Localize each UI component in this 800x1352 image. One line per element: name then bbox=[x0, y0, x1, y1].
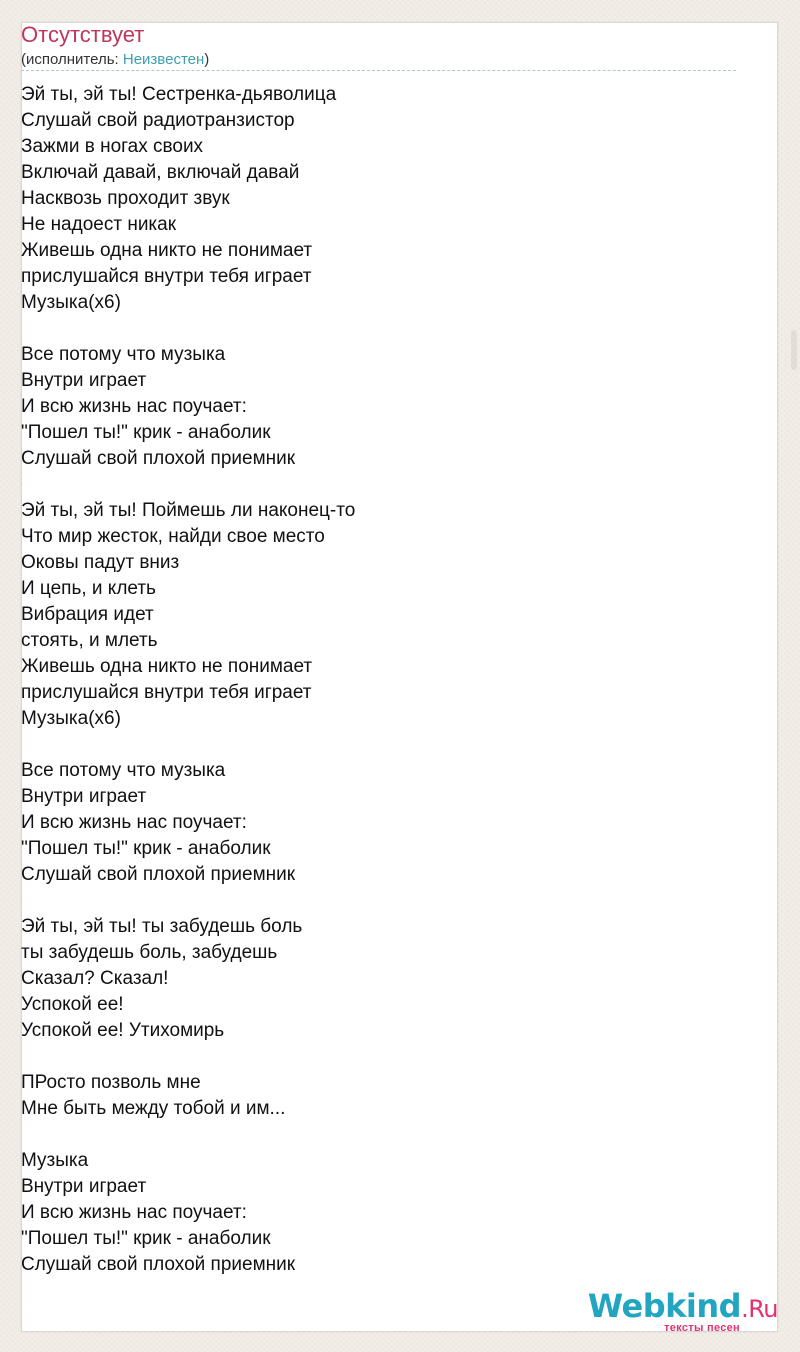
logo-wordmark bbox=[588, 1287, 778, 1325]
lyric-line: "Пошел ты!" крик - анаболик bbox=[21, 1228, 271, 1249]
lyric-line: "Пошел ты!" крик - анаболик bbox=[21, 838, 271, 859]
lyric-line: прислушайся внутри тебя играет bbox=[21, 682, 312, 703]
lyric-line: Мне быть между тобой и им... bbox=[21, 1098, 286, 1119]
lyric-line: И всю жизнь нас поучает: bbox=[21, 812, 247, 833]
lyric-line: прислушайся внутри тебя играет bbox=[21, 266, 312, 287]
lyric-line: И цепь, и клеть bbox=[21, 578, 156, 599]
lyric-line: ПРосто позволь мне bbox=[21, 1072, 201, 1093]
lyric-line: Сказал? Сказал! bbox=[21, 968, 169, 989]
logo-tagline: тексты песен bbox=[664, 1322, 740, 1334]
artist-link[interactable]: Неизвестен bbox=[122, 51, 205, 68]
lyric-line: Живешь одна никто не понимает bbox=[21, 656, 313, 677]
lyric-line: Успокой ее! bbox=[21, 994, 124, 1015]
lyrics-block bbox=[21, 82, 736, 1278]
lyric-line: Живешь одна никто не понимает bbox=[21, 240, 313, 261]
lyric-line: ты забудешь боль, забудешь bbox=[21, 942, 278, 963]
lyric-line: Оковы падут вниз bbox=[21, 552, 180, 573]
lyric-line: Зажми в ногах своих bbox=[21, 136, 204, 157]
artist-prefix: (исполнитель: bbox=[21, 51, 123, 68]
lyric-gap bbox=[21, 732, 736, 758]
lyric-line: Музыка bbox=[21, 1150, 89, 1171]
lyric-line: Все потому что музыка bbox=[21, 344, 226, 365]
artist-suffix: ) bbox=[204, 51, 210, 68]
logo-tld: .Ru bbox=[741, 1295, 778, 1323]
lyric-line: Слушай свой плохой приемник bbox=[21, 1254, 296, 1275]
lyric-line: "Пошел ты!" крик - анаболик bbox=[21, 422, 271, 443]
song-title: Отсутствует bbox=[21, 22, 145, 47]
logo-main-text: Webkind bbox=[587, 1287, 742, 1325]
lyric-line: Насквозь проходит звук bbox=[21, 188, 230, 209]
lyric-gap bbox=[21, 316, 736, 342]
lyric-line: стоять, и млеть bbox=[21, 630, 158, 651]
lyric-line: Музыка(х6) bbox=[21, 708, 121, 729]
lyric-line: Эй ты, эй ты! Сестренка-дьяволица bbox=[21, 84, 337, 105]
lyric-line: Эй ты, эй ты! ты забудешь боль bbox=[21, 916, 303, 937]
lyric-line: Музыка(х6) bbox=[21, 292, 121, 313]
lyric-gap bbox=[21, 1122, 736, 1148]
lyric-line: Внутри играет bbox=[21, 370, 147, 391]
lyric-line: Слушай свой радиотранзистор bbox=[21, 110, 295, 131]
lyric-line: И всю жизнь нас поучает: bbox=[21, 1202, 247, 1223]
lyric-gap bbox=[21, 1044, 736, 1070]
dashed-separator bbox=[21, 70, 736, 71]
lyric-line: Что мир жесток, найди свое место bbox=[21, 526, 325, 547]
lyric-line: Эй ты, эй ты! Поймешь ли наконец-то bbox=[21, 500, 356, 521]
lyric-gap bbox=[21, 472, 736, 498]
lyric-line: Слушай свой плохой приемник bbox=[21, 864, 296, 885]
lyric-line: Вибрация идет bbox=[21, 604, 154, 625]
artist-line bbox=[21, 51, 209, 69]
lyric-gap bbox=[21, 888, 736, 914]
lyric-line: Внутри играет bbox=[21, 786, 147, 807]
lyric-line: Включай давай, включай давай bbox=[21, 162, 300, 183]
lyric-line: Слушай свой плохой приемник bbox=[21, 448, 296, 469]
site-logo[interactable] bbox=[588, 1289, 778, 1334]
scrollbar-hint bbox=[791, 330, 797, 370]
lyric-line: Успокой ее! Утихомирь bbox=[21, 1020, 225, 1041]
lyric-line: Не надоест никак bbox=[21, 214, 177, 235]
lyric-line: Все потому что музыка bbox=[21, 760, 226, 781]
lyric-line: Внутри играет bbox=[21, 1176, 147, 1197]
lyric-line: И всю жизнь нас поучает: bbox=[21, 396, 247, 417]
